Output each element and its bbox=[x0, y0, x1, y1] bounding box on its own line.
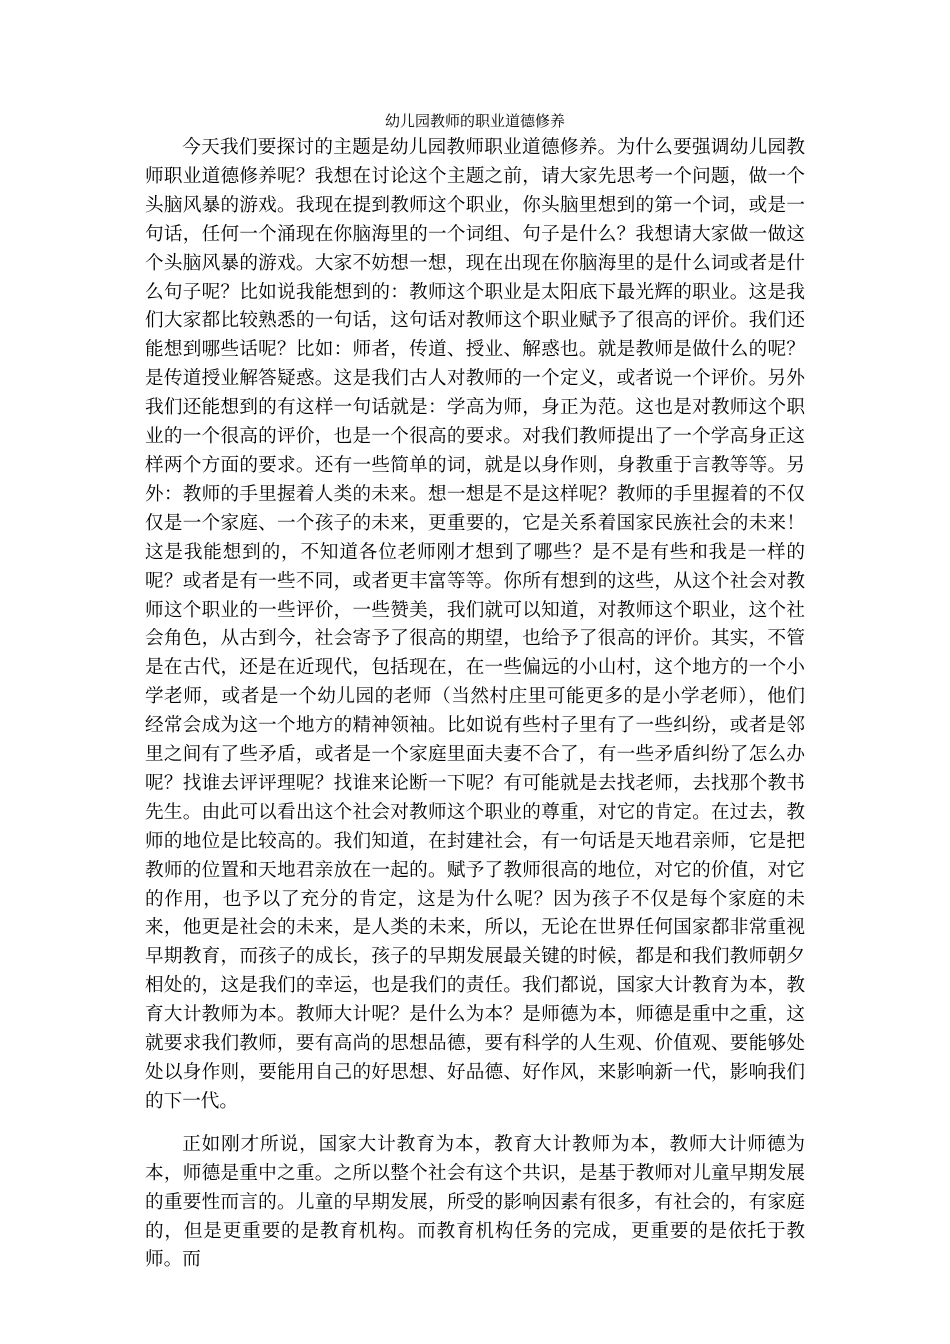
document-title: 幼儿园教师的职业道德修养 bbox=[384, 112, 565, 130]
paragraph-2: 正如刚才所说，国家大计教育为本，教育大计教师为本，教师大计师德为本，师德是重中之重。之所以整个社会有这个共识，是基于教师对儿童早期发展的重要性而言的。儿童的早期发展，所受的影响因素有很多，有社会的，有家庭的，但是更重要的是教育机构。而教育机构任务的完成，更重要的是依托于教师。而 bbox=[145, 1133, 805, 1271]
document-page bbox=[145, 110, 805, 1275]
paragraph-1: 今天我们要探讨的主题是幼儿园教师职业道德修养。为什么要强调幼儿园教师职业道德修养呢？我想在讨论这个主题之前，请大家先思考一个问题，做一个头脑风暴的游戏。我现在提到教师这个职业，你头脑里想到的第一个词，或是一句话，任何一个涌现在你脑海里的一个词组、句子是什么？我想请大家做一做这个头脑风暴的游戏。大家不妨想一想，现在出现在你脑海里的是什么词或者是什么句子呢？比如说我能想到的：教师这个职业是太阳底下最光辉的职业。这是我们大家都比较熟悉的一句话，这句话对教师这个职业赋予了很高的评价。我们还能想到哪些话呢？比如：师者，传道、授业、解惑也。就是教师是做什么的呢？是传道授业解答疑惑。这是我们古人对教师的一个定义，或者说一个评价。另外我们还能想到的有这样一句话就是：学高为师，身正为范。这也是对教师这个职业的一个很高的评价，也是一个很高的要求。对我们教师提出了一个学高身正这样两个方面的要求。还有一些简单的词，就是以身作则，身教重于言教等等。另外：教师的手里握着人类的未来。想一想是不是这样呢？教师的手里握着的不仅仅是一个家庭、一个孩子的未来，更重要的，它是关系着国家民族社会的未来！这是我能想到的，不知道各位老师刚才想到了哪些？是不是有些和我是一样的呢？或者是有一些不同，或者更丰富等等。你所有想到的这些，从这个社会对教师这个职业的一些评价，一些赞美，我们就可以知道，对教师这个职业，这个社会角色，从古到今，社会寄予了很高的期望，也给予了很高的评价。其实，不管是在古代，还是在近现代，包括现在，在一些偏远的小山村，这个地方的一个小学老师，或者是一个幼儿园的老师（当然村庄里可能更多的是小学老师），他们经常会成为这一个地方的精神领袖。比如说有些村子里有了一些纠纷，或者是邻里之间有了些矛盾，或者是一个家庭里面夫妻不合了，有一些矛盾纠纷了怎么办呢？找谁去评评理呢？找谁来论断一下呢？有可能就是去找老师，去找那个教书先生。由此可以看出这个社会对教师这个职业的尊重，对它的肯定。在过去，教师的地位是比较高的。我们知道，在封建社会，有一句话是天地君亲师，它是把教师的位置和天地君亲放在一起的。赋予了教师很高的地位，对它的价值，对它的作用，也予以了充分的肯定，这是为什么呢？因为孩子不仅是每个家庭的未来，他更是社会的未来，是人类的未来，所以，无论在世界任何国家都非常重视早期教育，而孩子的成长，孩子的早期发展最关键的时候，都是和我们教师朝夕相处的，这是我们的幸运，也是我们的责任。我们都说，国家大计教育为本，教育大计教师为本。教师大计呢？是什么为本？是师德为本，师德是重中之重，这就要求我们教师，要有高尚的思想品德，要有科学的人生观、价值观、要能够处处以身作则，要能用自己的好思想、好品德、好作风，来影响新一代，影响我们的下一代。 bbox=[145, 137, 805, 1112]
